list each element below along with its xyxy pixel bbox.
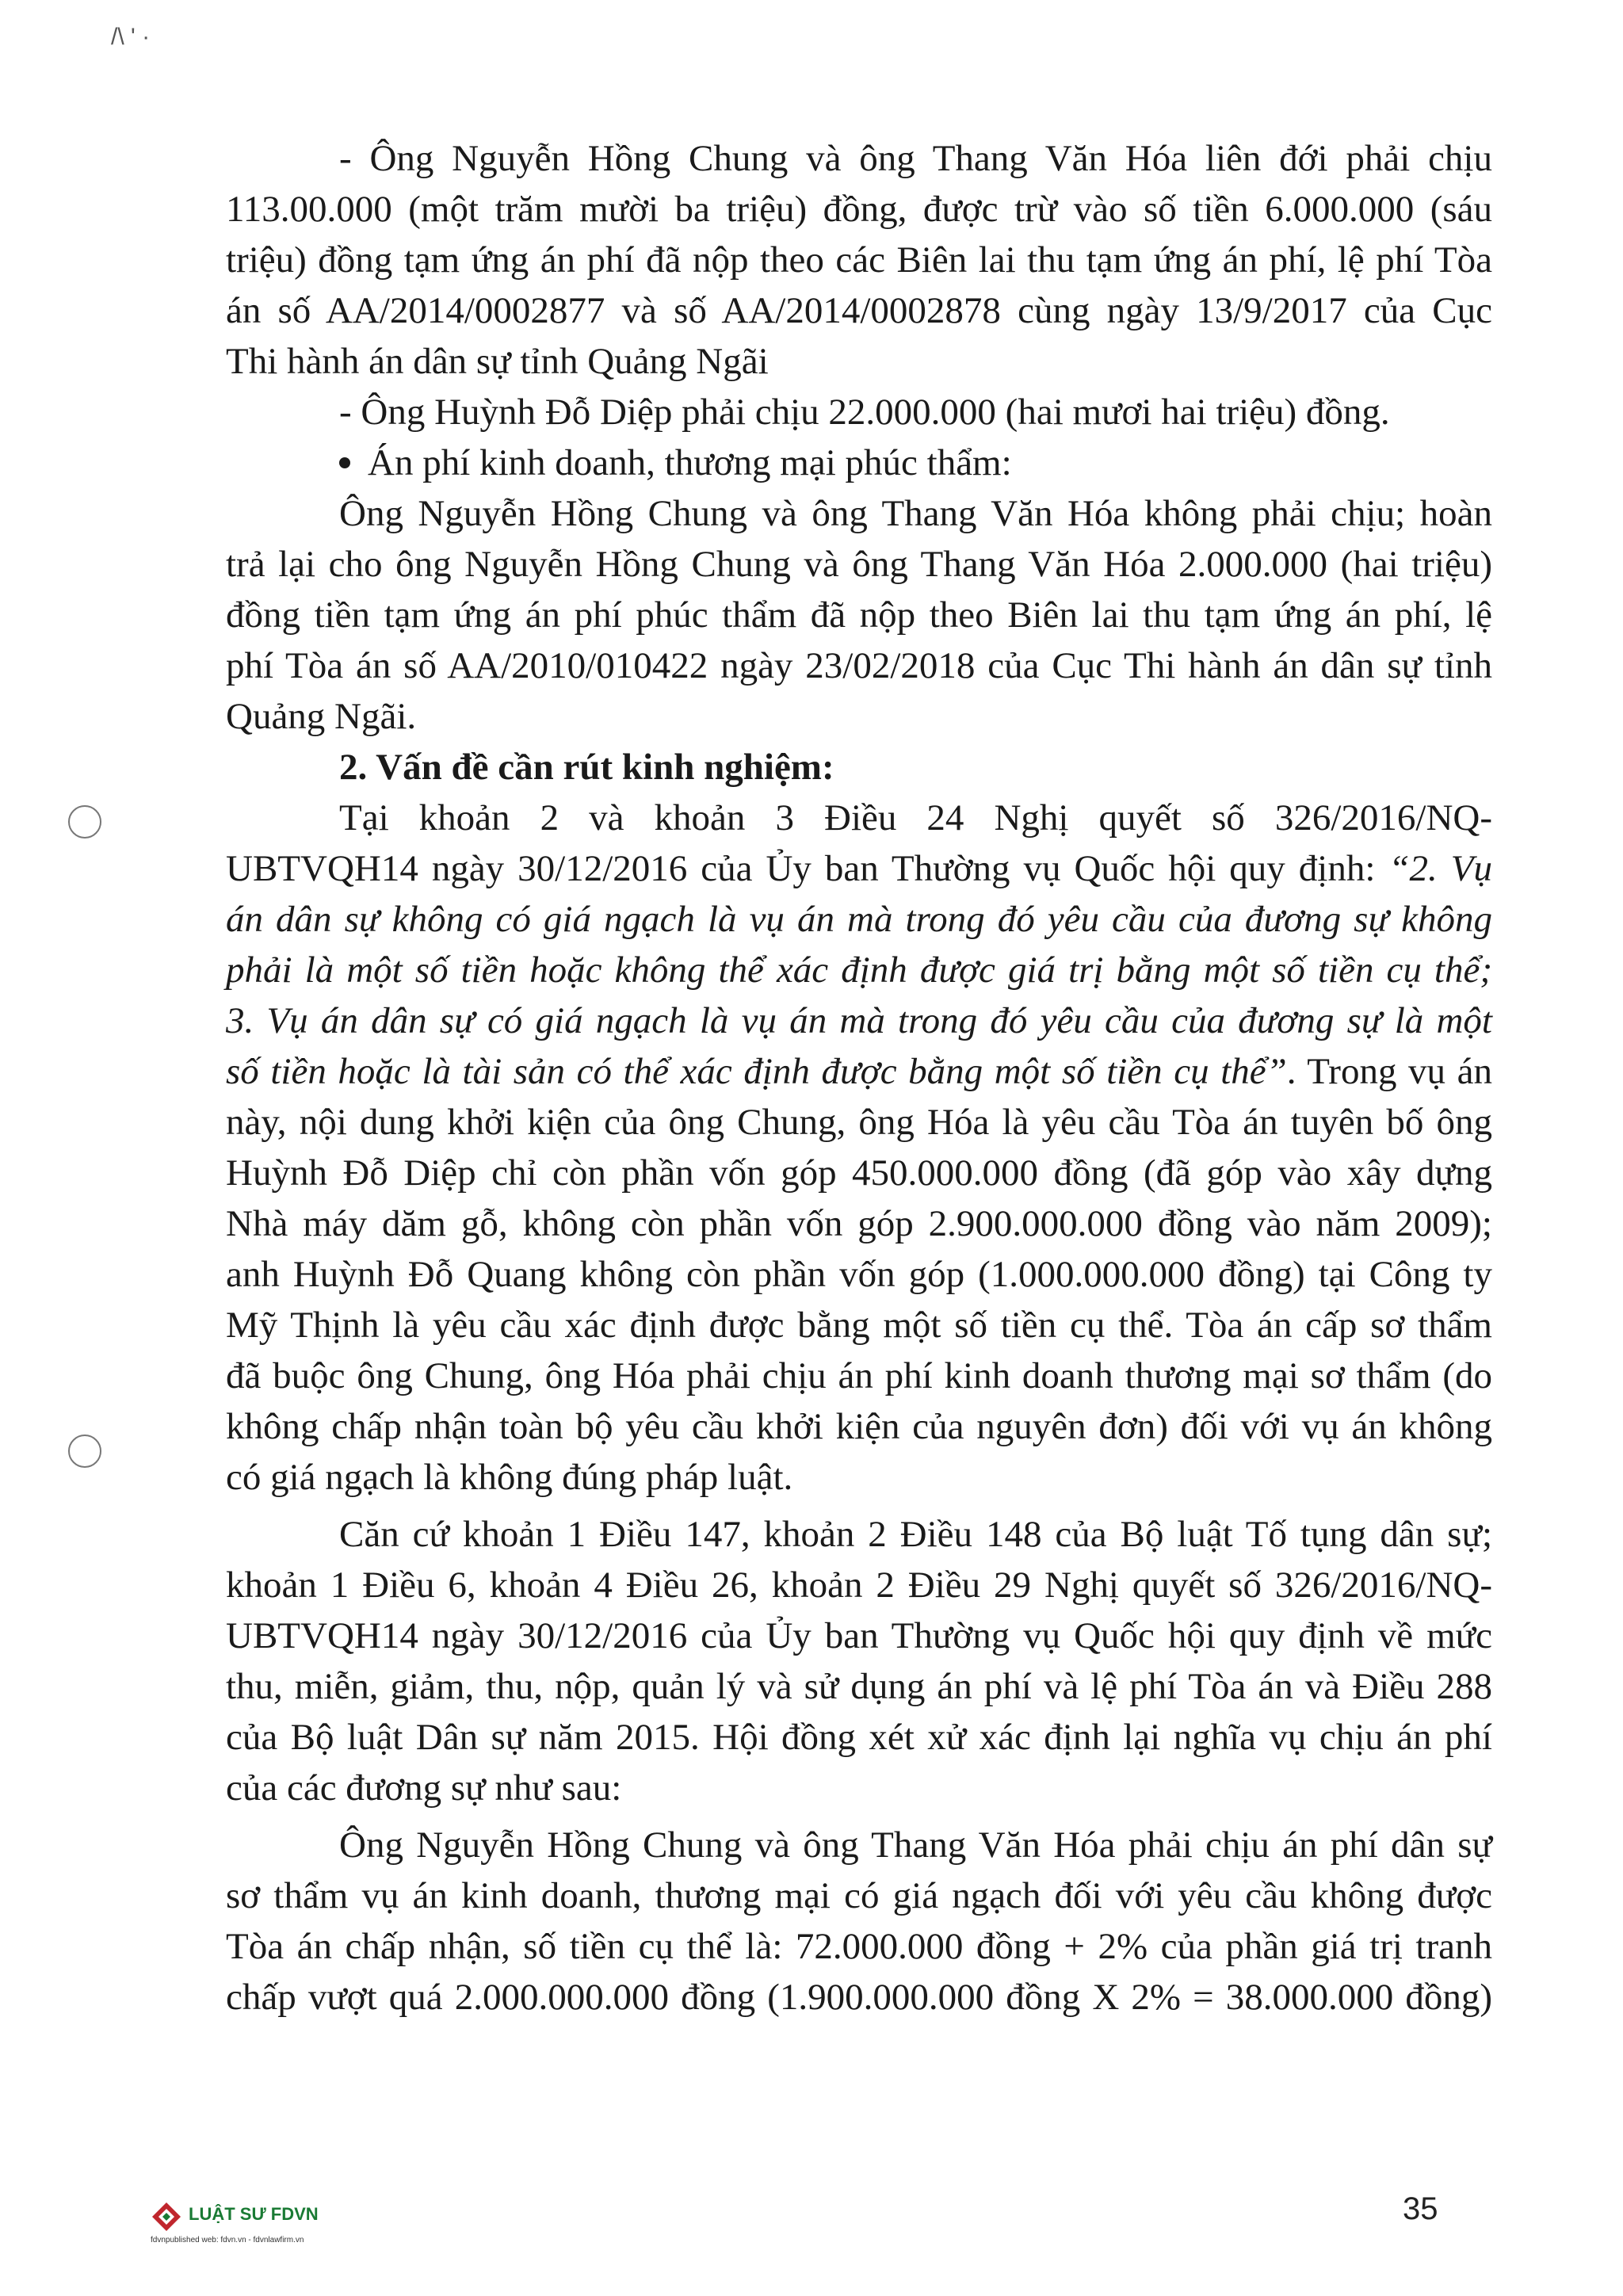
paragraph-joint-liability (226, 133, 1492, 184)
text-line: của Bộ luật Dân sự năm 2015. Hội đồng xét xử xác định lại nghĩa vụ chịu án phí (226, 1717, 1492, 1758)
logo-title: LUẬT SƯ FDVN (189, 2204, 319, 2224)
quote-segment: “2. Vụ (1388, 848, 1492, 889)
diamond-logo-icon (151, 2201, 182, 2233)
page-number: 35 (1403, 2191, 1438, 2226)
text-line: Huỳnh Đỗ Diệp chỉ còn phần vốn góp 450.000.000 đồng (đã góp vào xây dựng (226, 1152, 1492, 1194)
text-line: - Ông Nguyễn Hồng Chung và ông Thang Văn Hóa liên đới phải chịu (339, 138, 1492, 179)
quote-line: án dân sự không có giá ngạch là vụ án mà trong đó yêu cầu của đương sự không (226, 899, 1492, 940)
bullet-text: Án phí kinh doanh, thương mại phúc thẩm: (368, 442, 1012, 483)
document-body (226, 133, 1492, 2023)
paragraph-diep-fee (226, 387, 1492, 437)
logo-subtitle: fdvnpublished web: fdvn.vn - fdvnlawfirm.vn (151, 2236, 304, 2244)
text-line: án số AA/2014/0002877 và số AA/2014/0002878 cùng ngày 13/9/2017 của Cục (226, 290, 1492, 331)
paragraph-appeal-refund-cont (226, 539, 1492, 742)
text-line: Thi hành án dân sự tỉnh Quảng Ngãi (226, 341, 769, 382)
text-line: không chấp nhận toàn bộ yêu cầu khởi kiện của nguyên đơn) đối với vụ án không (226, 1406, 1492, 1447)
text-line: của các đương sự như sau: (226, 1767, 622, 1809)
quote-line: 3. Vụ án dân sự có giá ngạch là vụ án mà trong đó yêu cầu của đương sự là một (226, 1000, 1492, 1041)
paragraph-resolution-quote-cont (226, 843, 1492, 1503)
paragraph-gap (226, 1503, 1492, 1509)
text-line: phí Tòa án số AA/2010/010422 ngày 23/02/2018 của Cục Thi hành án dân sự tỉnh (226, 645, 1492, 686)
text-line: này, nội dung khởi kiện của ông Chung, ông Hóa là yêu cầu Tòa án tuyên bố ông (226, 1102, 1492, 1143)
paragraph-appeal-refund (226, 488, 1492, 539)
punch-hole-bottom (68, 1435, 101, 1468)
heading-text: 2. Vấn đề cần rút kinh nghiệm: (339, 747, 834, 788)
paragraph-first-instance-fee-cont (226, 1870, 1492, 2023)
text-line: sơ thẩm vụ án kinh doanh, thương mại có giá ngạch đối với yêu cầu không được (226, 1875, 1492, 1916)
text-line: Ông Nguyễn Hồng Chung và ông Thang Văn Hóa không phải chịu; hoàn (339, 493, 1492, 534)
paragraph-legal-basis (226, 1509, 1492, 1560)
paragraph-first-instance-fee (226, 1820, 1492, 1870)
bullet-icon (339, 457, 350, 468)
text-line: chấp vượt quá 2.000.000.000 đồng (1.900.000.000 đồng X 2% = 38.000.000 đồng) (226, 1977, 1492, 2018)
text-line: - Ông Huỳnh Đỗ Diệp phải chịu 22.000.000 (hai mươi hai triệu) đồng. (339, 392, 1390, 433)
text-line: đồng tiền tạm ứng án phí phúc thẩm đã nộp theo Biên lai thu tạm ứng án phí, lệ (226, 594, 1492, 636)
text-segment: . Trong vụ án (1286, 1051, 1492, 1092)
text-line: Ông Nguyễn Hồng Chung và ông Thang Văn Hóa phải chịu án phí dân sự (339, 1824, 1492, 1866)
text-line (226, 1046, 1492, 1097)
text-segment: UBTVQH14 ngày 30/12/2016 của Ủy ban Thường vụ Quốc hội quy định: (226, 848, 1389, 889)
text-line: UBTVQH14 ngày 30/12/2016 của Ủy ban Thường vụ Quốc hội quy định về mức (226, 1615, 1492, 1656)
text-line: trả lại cho ông Nguyễn Hồng Chung và ông Thang Văn Hóa 2.000.000 (hai triệu) (226, 544, 1492, 585)
paragraph-gap (226, 1813, 1492, 1820)
text-line: Quảng Ngãi. (226, 696, 417, 737)
text-line: Tòa án chấp nhận, số tiền cụ thể là: 72.000.000 đồng + 2% của phần giá trị tranh (226, 1926, 1492, 1967)
text-line: khoản 1 Điều 6, khoản 4 Điều 26, khoản 2 Điều 29 Nghị quyết số 326/2016/NQ- (226, 1564, 1492, 1606)
text-line: Căn cứ khoản 1 Điều 147, khoản 2 Điều 148 của Bộ luật Tố tụng dân sự; (339, 1514, 1492, 1555)
text-line: triệu) đồng tạm ứng án phí đã nộp theo các Biên lai thu tạm ứng án phí, lệ phí Tòa (226, 239, 1492, 281)
section-heading (226, 742, 1492, 793)
quote-segment: số tiền hoặc là tài sản có thể xác định được bằng một số tiền cụ thể” (226, 1051, 1287, 1092)
text-line: đã buộc ông Chung, ông Hóa phải chịu án phí kinh doanh thương mại sơ thẩm (do (226, 1355, 1492, 1396)
text-line: Tại khoản 2 và khoản 3 Điều 24 Nghị quyết số 326/2016/NQ- (339, 797, 1492, 839)
quote-line: phải là một số tiền hoặc không thể xác định được giá trị bằng một số tiền cụ thể; (226, 949, 1492, 991)
text-line: có giá ngạch là không đúng pháp luật. (226, 1457, 793, 1498)
corner-scan-marks: /\ ' · (111, 24, 151, 50)
bullet-appeal-fee (226, 437, 1492, 488)
paragraph-legal-basis-cont (226, 1560, 1492, 1813)
text-line: 113.00.000 (một trăm mười ba triệu) đồng, được trừ vào số tiền 6.000.000 (sáu (226, 189, 1492, 230)
text-line: anh Huỳnh Đỗ Quang không còn phần vốn góp (1.000.000.000 đồng) tại Công ty (226, 1254, 1492, 1295)
text-line: Mỹ Thịnh là yêu cầu xác định được bằng một số tiền cụ thể. Tòa án cấp sơ thẩm (226, 1305, 1492, 1346)
punch-hole-top (68, 805, 101, 839)
text-line (226, 843, 1492, 894)
text-line: Nhà máy dăm gỗ, không còn phần vốn góp 2.900.000.000 đồng vào năm 2009); (226, 1203, 1492, 1244)
text-line: thu, miễn, giảm, thu, nộp, quản lý và sử dụng án phí và lệ phí Tòa án và Điều 288 (226, 1666, 1492, 1707)
paragraph-resolution-quote (226, 793, 1492, 843)
paragraph-joint-liability-cont (226, 184, 1492, 387)
